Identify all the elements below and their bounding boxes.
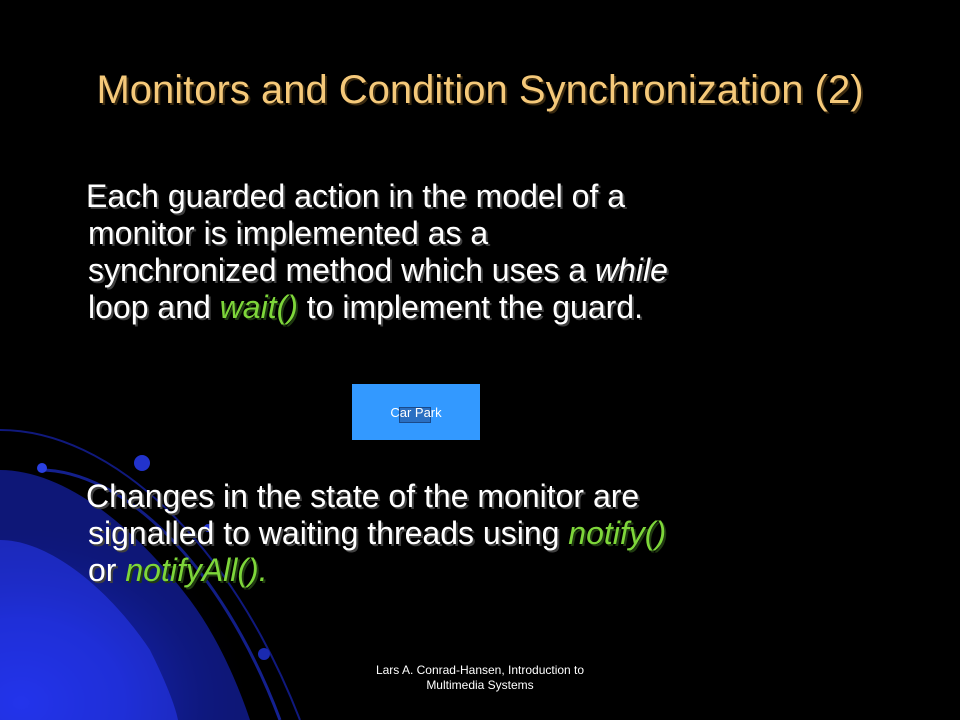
text-line	[88, 289, 813, 326]
text-line: Each guarded action in the model of a	[86, 178, 626, 214]
emphasis-notifyall: notifyAll().	[125, 552, 268, 588]
text-line: monitor is implemented as a	[88, 215, 489, 251]
dot-decoration	[258, 648, 270, 660]
car-park-button-label: Car Park	[390, 404, 442, 420]
text-fragment: synchronized method which uses a	[88, 252, 595, 288]
paragraph-notify	[86, 478, 813, 589]
car-park-button[interactable]	[352, 384, 480, 440]
emphasis-notify: notify()	[568, 515, 667, 551]
footer-line: Multimedia Systems	[426, 678, 534, 692]
text-line	[88, 552, 813, 589]
text-line: Changes in the state of the monitor are	[86, 478, 640, 514]
slide-footer	[330, 663, 630, 693]
emphasis-while: while	[594, 252, 668, 288]
text-line	[88, 515, 813, 552]
paragraph-guarded-action	[86, 178, 813, 326]
text-fragment: to implement the guard.	[297, 289, 643, 325]
text-fragment: loop and	[88, 289, 220, 325]
emphasis-wait: wait()	[219, 289, 298, 325]
slide-title: Monitors and Condition Synchronization (2)	[96, 68, 864, 112]
text-fragment: or	[88, 552, 126, 588]
text-fragment: signalled to waiting threads using	[88, 515, 569, 551]
dot-decoration	[37, 463, 47, 473]
text-line	[88, 252, 813, 289]
footer-line: Lars A. Conrad-Hansen, Introduction to	[375, 663, 585, 677]
dot-decoration	[134, 455, 150, 471]
